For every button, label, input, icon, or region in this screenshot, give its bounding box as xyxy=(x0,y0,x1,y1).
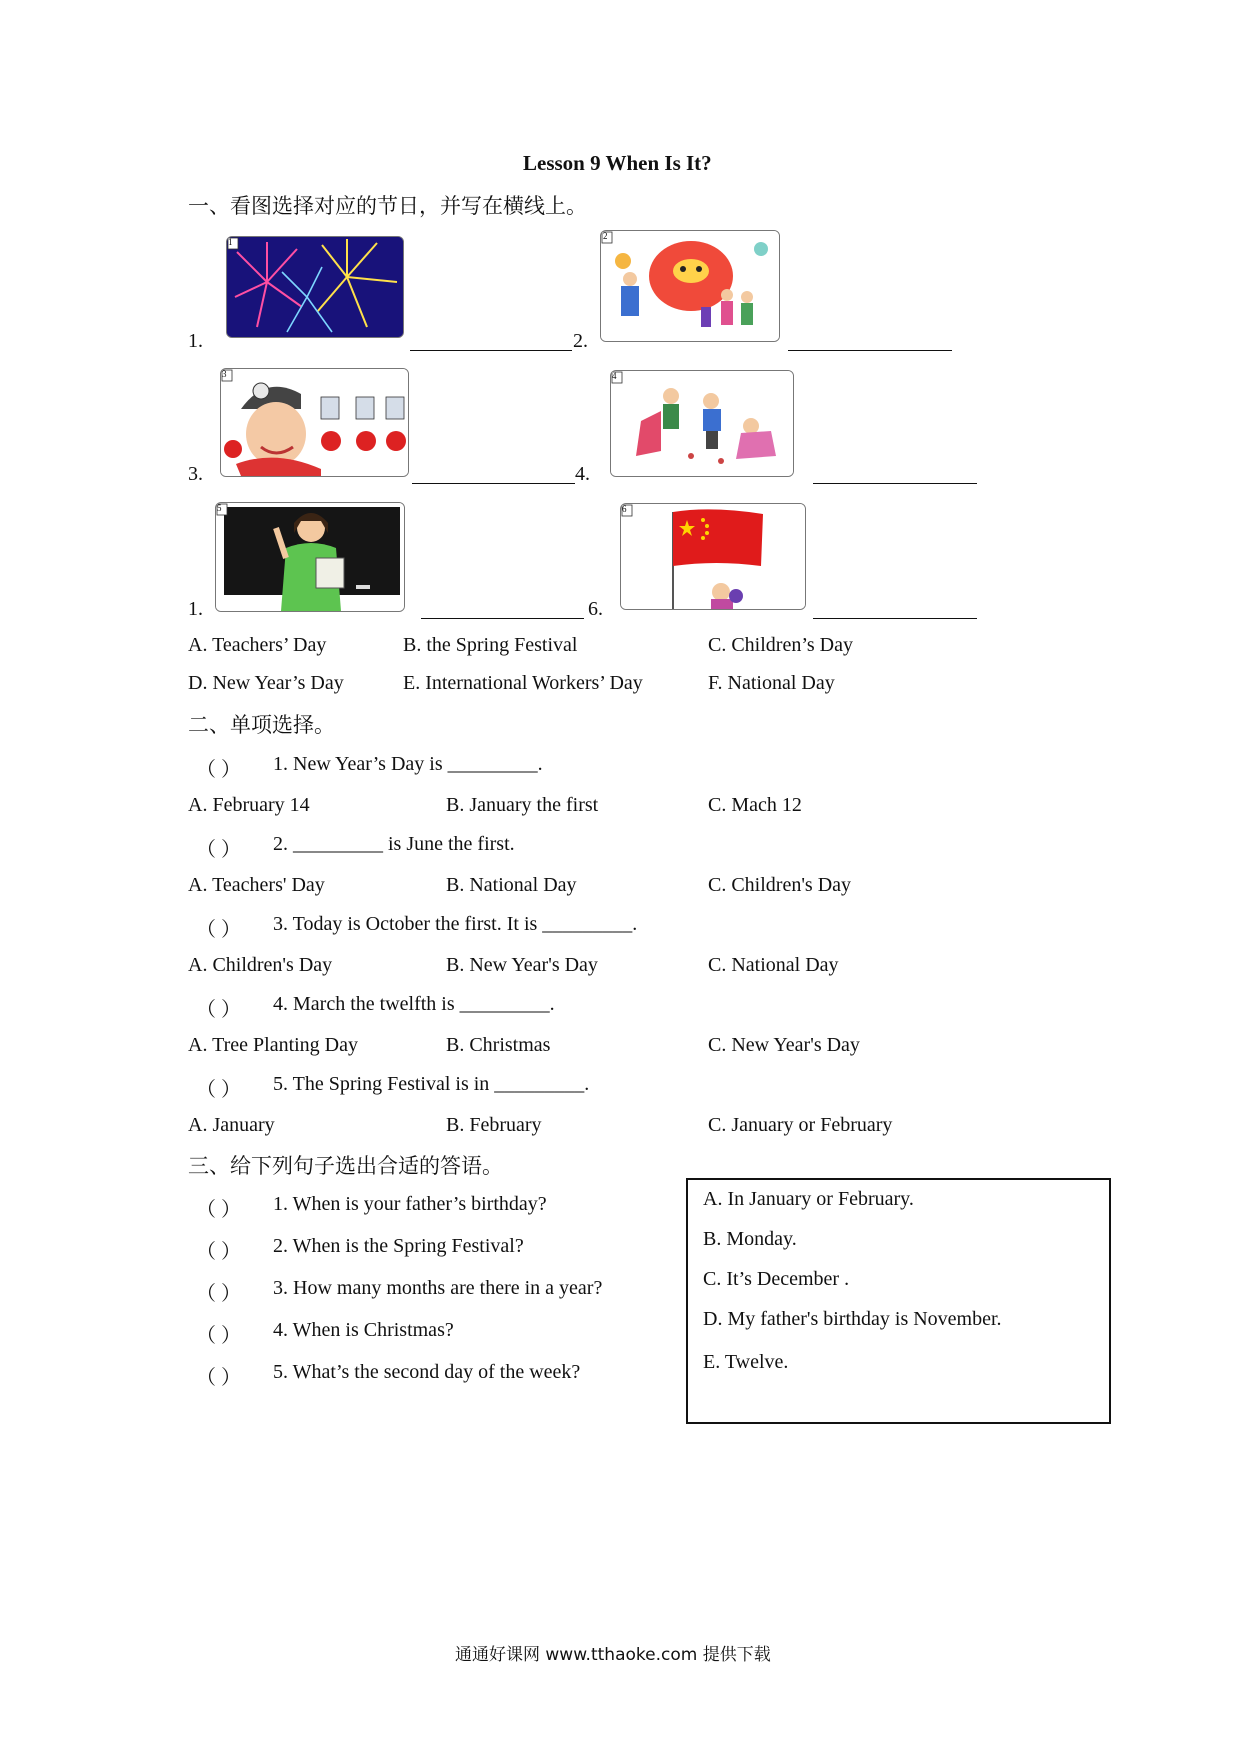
picture-number: 2 xyxy=(603,231,608,241)
option-text: A. Teachers’ Day xyxy=(188,634,327,656)
option-text: E. International Workers’ Day xyxy=(403,672,643,694)
lion-dance-picture xyxy=(600,230,780,342)
answer-blank[interactable] xyxy=(813,483,977,484)
footer-text: 通通好课网 www.tthaoke.com 提供下载 xyxy=(455,1645,771,1665)
option-text: C. Mach 12 xyxy=(708,794,802,816)
answer-paren[interactable]: （ ） xyxy=(196,1325,241,1347)
option-text: C. January or February xyxy=(708,1114,893,1136)
option-text: B. the Spring Festival xyxy=(403,634,578,656)
question-text: 4. When is Christmas? xyxy=(273,1319,454,1341)
picture-number: 3 xyxy=(222,369,227,379)
answer-paren[interactable]: （ ） xyxy=(196,919,241,941)
picture-number: 6 xyxy=(622,504,627,514)
option-text: A. January xyxy=(188,1114,275,1136)
question-stem: 1. New Year’s Day is _________. xyxy=(273,753,543,775)
answer-paren[interactable]: （ ） xyxy=(196,1079,241,1101)
section2-heading: 二、单项选择。 xyxy=(188,713,335,737)
option-text: A. Tree Planting Day xyxy=(188,1034,358,1056)
option-text: B. January the first xyxy=(446,794,599,816)
page-title: Lesson 9 When Is It? xyxy=(523,151,712,175)
question-text: 5. What’s the second day of the week? xyxy=(273,1361,581,1383)
item-number: 1. xyxy=(188,330,203,352)
answer-option: B. Monday. xyxy=(703,1228,797,1250)
children-playing-picture xyxy=(610,370,794,477)
question-stem: 4. March the twelfth is _________. xyxy=(273,993,555,1015)
option-text: F. National Day xyxy=(708,672,835,694)
question-stem: 2. _________ is June the first. xyxy=(273,833,515,855)
answer-option: D. My father's birthday is November. xyxy=(703,1308,1002,1330)
item-number: 2. xyxy=(573,330,588,352)
national-flag-picture xyxy=(620,503,806,610)
answer-paren[interactable]: （ ） xyxy=(196,1283,241,1305)
fireworks-picture xyxy=(226,236,404,338)
question-stem: 5. The Spring Festival is in _________. xyxy=(273,1073,590,1095)
item-number: 3. xyxy=(188,463,203,485)
answer-blank[interactable] xyxy=(412,483,575,484)
picture-number: 4 xyxy=(612,371,617,381)
option-text: C. New Year's Day xyxy=(708,1034,860,1056)
picture-number: 5 xyxy=(217,503,222,513)
option-text: C. National Day xyxy=(708,954,839,976)
option-text: B. Christmas xyxy=(446,1034,551,1056)
teacher-picture xyxy=(215,502,405,612)
answer-blank[interactable] xyxy=(410,350,572,351)
option-text: A. Teachers' Day xyxy=(188,874,325,896)
answer-blank[interactable] xyxy=(421,618,584,619)
question-text: 3. How many months are there in a year? xyxy=(273,1277,603,1299)
option-text: C. Children’s Day xyxy=(708,634,853,656)
item-number: 4. xyxy=(575,463,590,485)
picture-number: 1 xyxy=(228,237,233,247)
item-number: 6. xyxy=(588,598,603,620)
answer-option: A. In January or February. xyxy=(703,1188,914,1210)
option-text: A. Children's Day xyxy=(188,954,333,976)
section1-heading: 一、看图选择对应的节日，并写在横线上。 xyxy=(188,194,587,218)
answer-paren[interactable]: （ ） xyxy=(196,1367,241,1389)
answer-option: E. Twelve. xyxy=(703,1351,789,1373)
answer-paren[interactable]: （ ） xyxy=(196,1241,241,1263)
answer-box xyxy=(686,1178,1111,1424)
option-text: D. New Year’s Day xyxy=(188,672,344,694)
question-text: 1. When is your father’s birthday? xyxy=(273,1193,547,1215)
option-text: B. New Year's Day xyxy=(446,954,598,976)
worker-picture xyxy=(220,368,409,477)
option-text: A. February 14 xyxy=(188,794,310,816)
option-text: B. February xyxy=(446,1114,542,1136)
answer-paren[interactable]: （ ） xyxy=(196,999,241,1021)
answer-blank[interactable] xyxy=(788,350,952,351)
option-text: B. National Day xyxy=(446,874,577,896)
answer-paren[interactable]: （ ） xyxy=(196,759,241,781)
answer-blank[interactable] xyxy=(813,618,977,619)
question-text: 2. When is the Spring Festival? xyxy=(273,1235,524,1257)
answer-paren[interactable]: （ ） xyxy=(196,1199,241,1221)
option-text: C. Children's Day xyxy=(708,874,852,896)
item-number: 1. xyxy=(188,598,203,620)
question-stem: 3. Today is October the first. It is _________. xyxy=(273,913,638,935)
section3-heading: 三、给下列句子选出合适的答语。 xyxy=(188,1154,503,1178)
answer-option: C. It’s December . xyxy=(703,1268,850,1290)
answer-paren[interactable]: （ ） xyxy=(196,839,241,861)
